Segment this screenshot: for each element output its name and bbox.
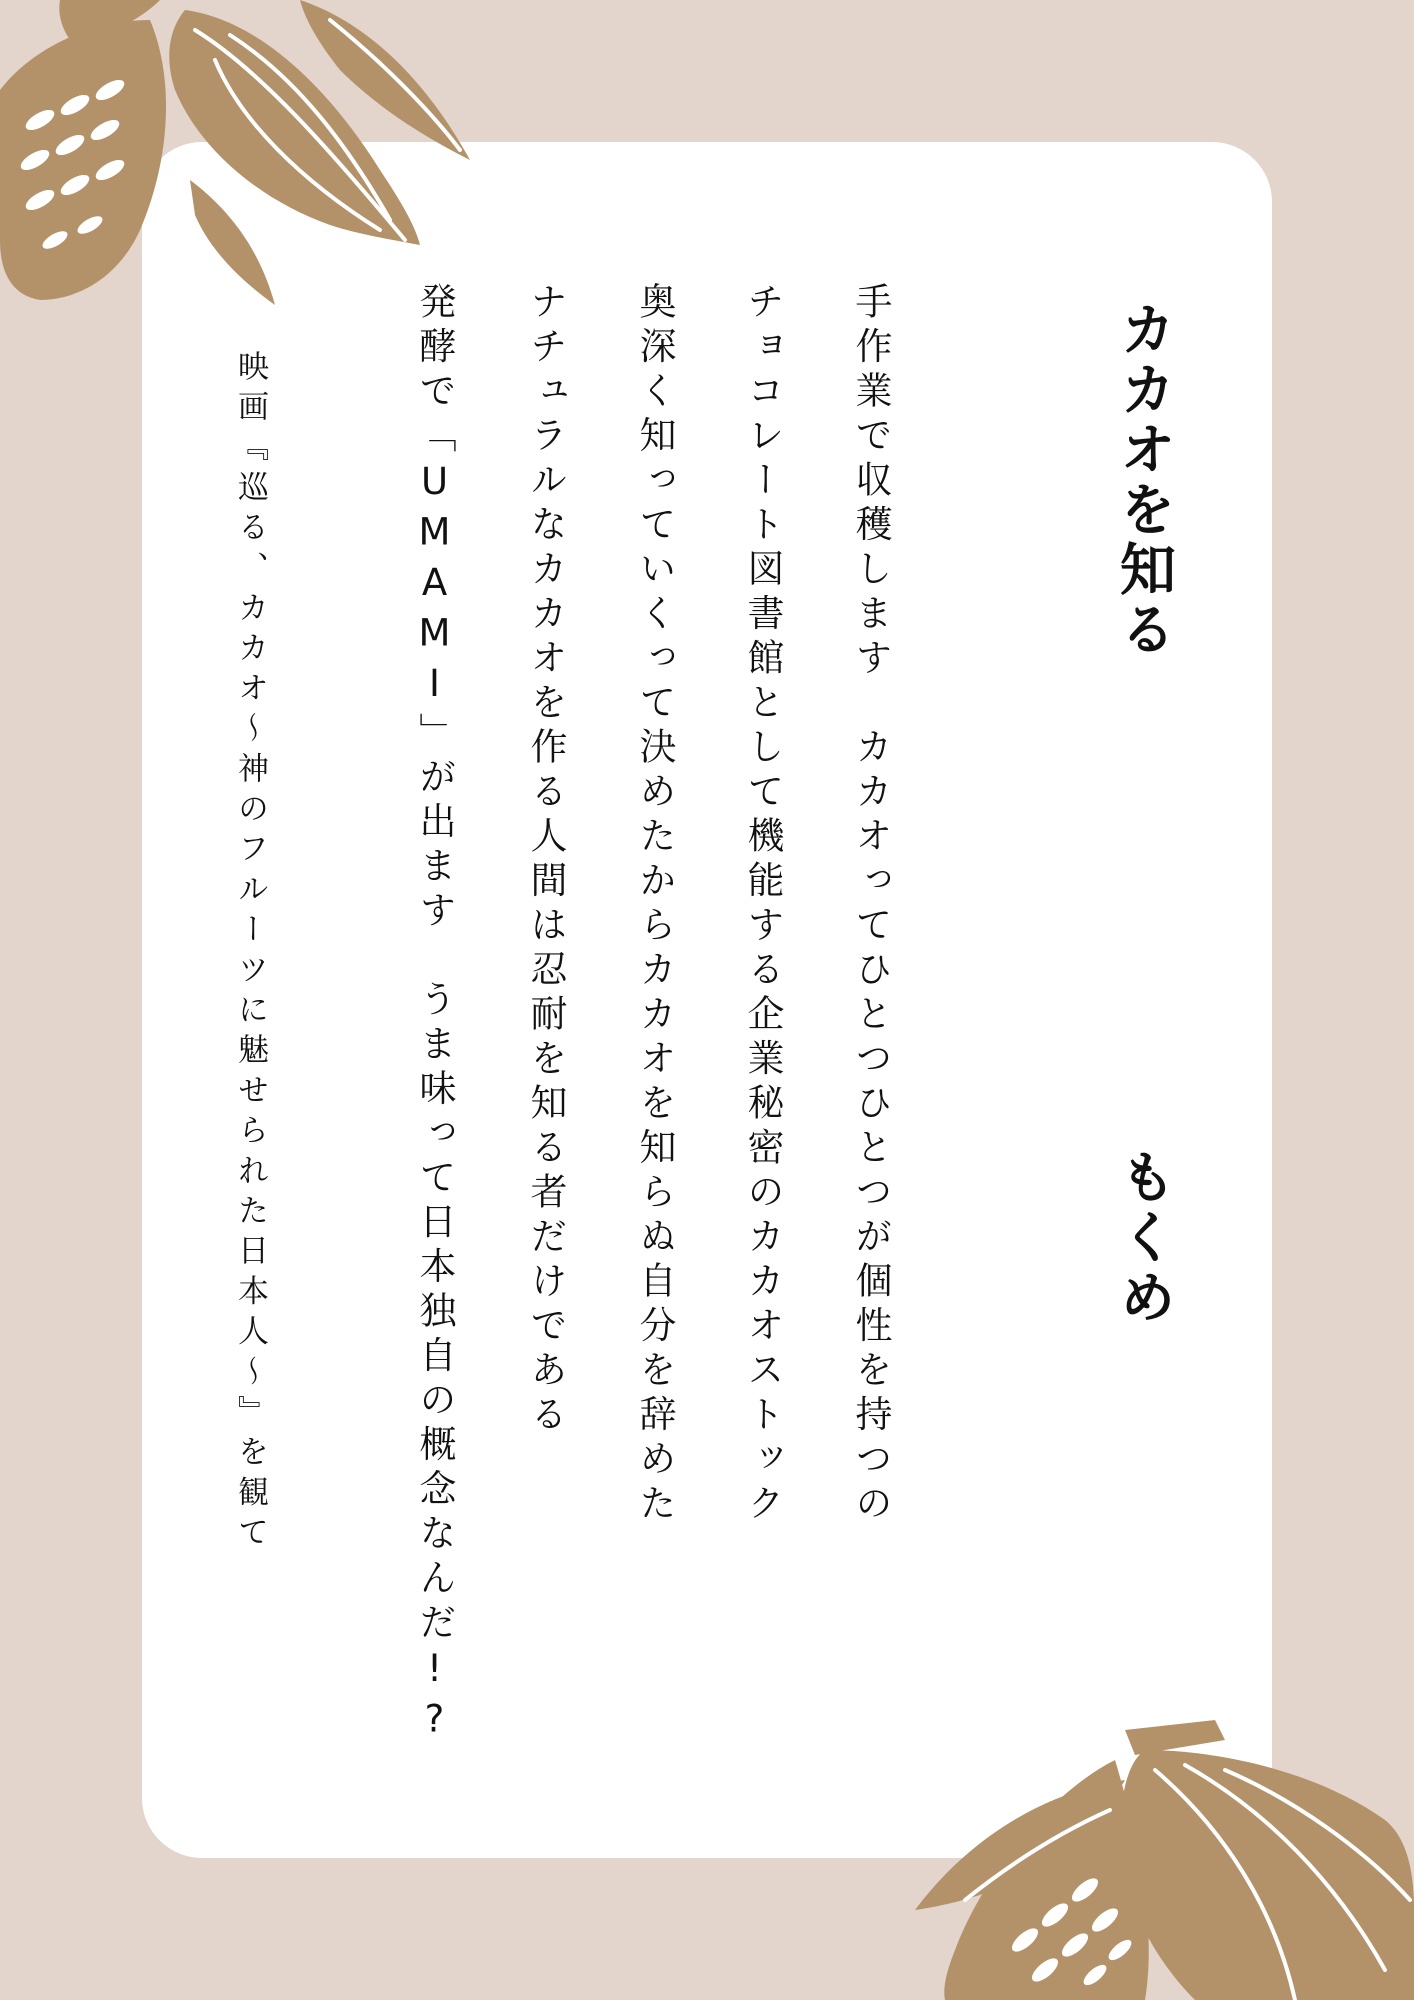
cacao-pod-bottom-right-icon bbox=[895, 1710, 1414, 2000]
content-card bbox=[142, 142, 1272, 1858]
footnote: 映画『巡る、カカオ〜神のフルーツに魅せられた日本人〜』を観て bbox=[232, 350, 268, 1556]
cacao-pod-top-left-icon bbox=[0, 0, 490, 320]
body-line-5: 発酵で「UMAMI」が出ます うま味って日本独自の概念なんだ!? bbox=[413, 282, 456, 1748]
body-line-1: 手作業で収穫します カカオってひとつひとつが個性を持つの bbox=[849, 282, 892, 1528]
body-line-4: ナチュラルなカカオを作る人間は忍耐を知る者だけである bbox=[524, 282, 567, 1439]
page-title: カカオを知る bbox=[1111, 300, 1176, 660]
author-name: もくめ bbox=[1111, 1148, 1176, 1328]
body-line-3: 奥深く知っていくって決めたからカカオを知らぬ自分を辞めた bbox=[633, 282, 676, 1528]
body-line-2: チョコレート図書館として機能する企業秘密のカカオストック bbox=[741, 282, 784, 1528]
